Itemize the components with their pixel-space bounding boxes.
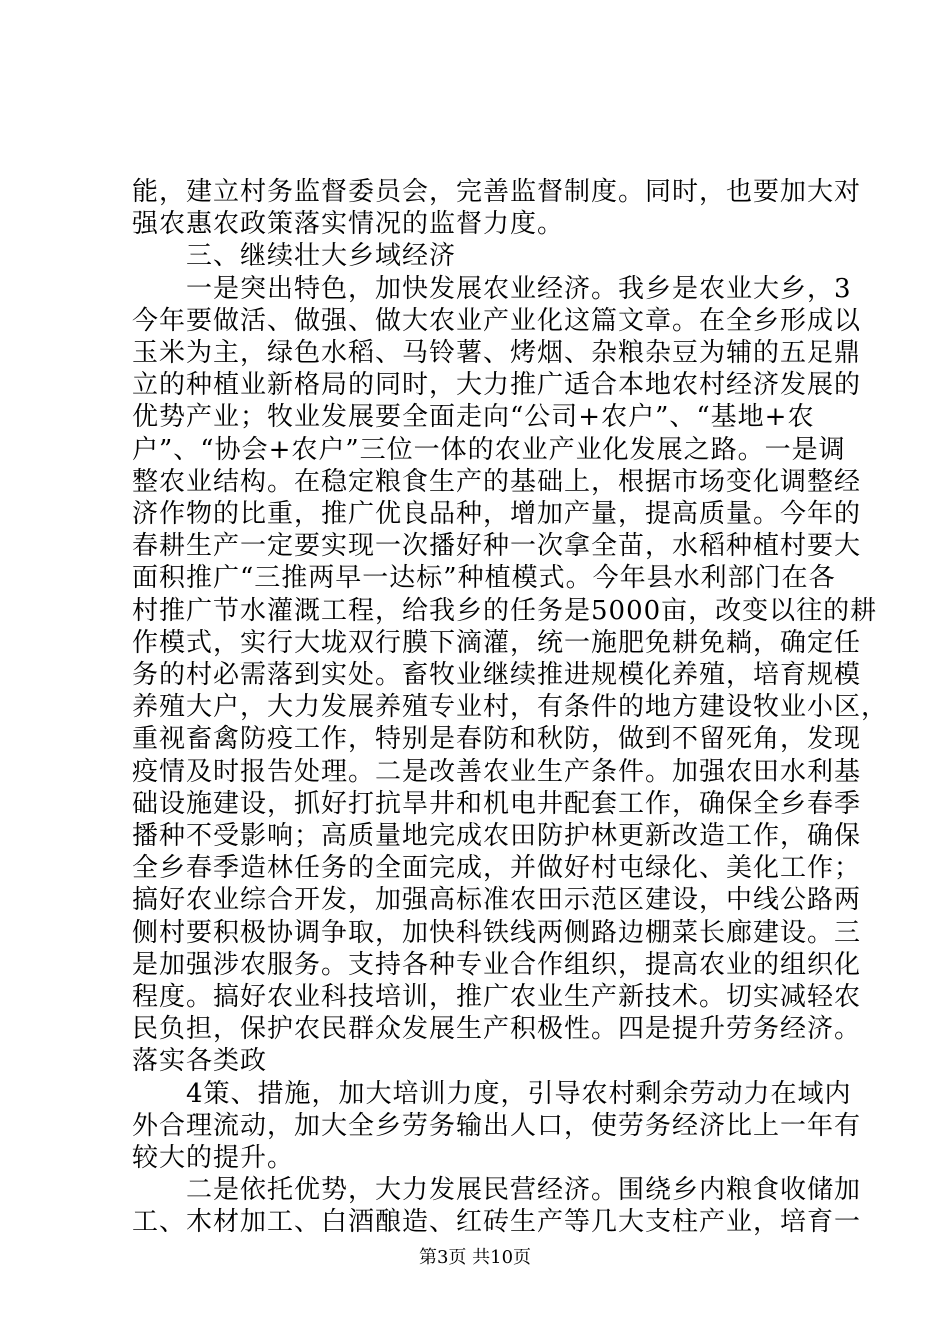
text-line: 济作物的比重，推广优良品种，增加产量，提高质量。今年的 <box>132 499 862 529</box>
text-line: 播种不受影响；高质量地完成农田防护林更新改造工作，确保 <box>132 821 862 851</box>
text-line: 务的村必需落到实处。畜牧业继续推进规模化养殖，培育规模 <box>132 660 862 690</box>
text-line: 础设施建设，抓好打抗旱井和机电井配套工作，确保全乡春季 <box>132 788 862 819</box>
text-line: 疫情及时报告处理。二是改善农业生产条件。加强农田水利基 <box>132 756 862 787</box>
text-line: 强农惠农政策落实情况的监督力度。 <box>132 209 565 240</box>
text-line: 一是突出特色，加快发展农业经济。我乡是农业大乡，3 <box>132 273 852 304</box>
text-line: 优势产业；牧业发展要全面走向“公司+农户”、“基地+农 <box>132 402 815 433</box>
text-line: 立的种植业新格局的同时，大力推广适合本地农村经济发展的 <box>132 370 862 401</box>
text-line: 重视畜禽防疫工作，特别是春防和秋防，做到不留死角，发现 <box>132 724 862 755</box>
page-footer: 第3页 共10页 <box>418 1247 532 1268</box>
text-line: 较大的提升。 <box>132 1143 295 1173</box>
text-line: 二是依托优势，大力发展民营经济。围绕乡内粮食收储加 <box>132 1175 862 1206</box>
text-line: 村推广节水灌溉工程，给我乡的任务是5000亩，改变以往的耕 <box>132 595 878 626</box>
text-line: 外合理流动，加大全乡劳务输出人口，使劳务经济比上一年有 <box>132 1110 862 1141</box>
text-line: 能，建立村务监督委员会，完善监督制度。同时，也要加大对 <box>132 177 862 207</box>
text-line: 户”、“协会+农户”三位一体的农业产业化发展之路。一是调 <box>132 434 846 465</box>
text-line: 面积推广“三推两早一达标”种植模式。今年县水利部门在各 <box>132 563 836 594</box>
text-line: 工、木材加工、白酒酿造、红砖生产等几大支柱产业，培育一 <box>132 1207 862 1238</box>
text-line: 全乡春季造林任务的全面完成，并做好村屯绿化、美化工作； <box>132 853 862 884</box>
text-line: 三、继续壮大乡域经济 <box>132 241 457 272</box>
text-line: 民负担，保护农民群众发展生产积极性。四是提升劳务经济。 <box>132 1014 862 1045</box>
text-line: 程度。搞好农业科技培训，推广农业生产新技术。切实减轻农 <box>132 982 862 1012</box>
text-line: 玉米为主，绿色水稻、马铃薯、烤烟、杂粮杂豆为辅的五足鼎 <box>132 338 862 368</box>
text-line: 落实各类政 <box>132 1046 268 1077</box>
text-line: 今年要做活、做强、做大农业产业化这篇文章。在全乡形成以 <box>132 305 862 336</box>
text-line: 整农业结构。在稳定粮食生产的基础上，根据市场变化调整经 <box>132 466 862 497</box>
text-line: 4策、措施，加大培训力度，引导农村剩余劳动力在域内 <box>132 1078 852 1109</box>
text-line: 养殖大户，大力发展养殖专业村，有条件的地方建设牧业小区， <box>132 692 889 723</box>
text-line: 作模式，实行大垅双行膜下滴灌，统一施肥免耕免耥，确定任 <box>132 627 862 658</box>
text-line: 是加强涉农服务。支持各种专业合作组织，提高农业的组织化 <box>132 949 862 980</box>
text-line: 春耕生产一定要实现一次播好种一次拿全苗，水稻种植村要大 <box>132 531 862 562</box>
text-line: 搞好农业综合开发，加强高标准农田示范区建设，中线公路两 <box>132 885 862 916</box>
text-line: 侧村要积极协调争取，加快科铁线两侧路边棚菜长廊建设。三 <box>132 917 862 948</box>
